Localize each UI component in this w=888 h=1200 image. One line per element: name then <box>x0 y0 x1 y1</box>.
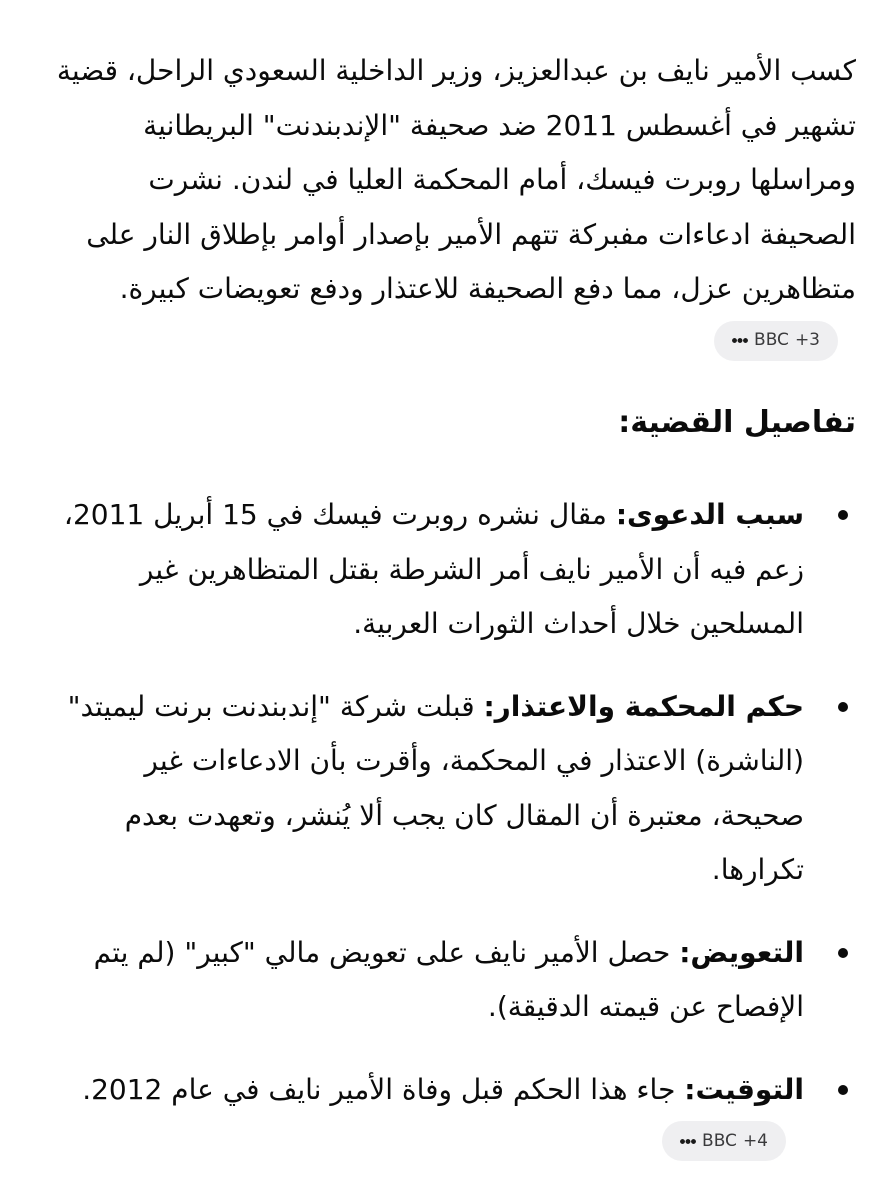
section-heading: تفاصيل القضية: <box>618 405 856 440</box>
details-list <box>48 488 856 1200</box>
source-chip-label: BBC <box>702 1130 737 1151</box>
bullet-icon <box>838 1085 848 1095</box>
item-text: قبلت شركة "إندبندنت برنت ليميتد" (الناشرة) الاعتذار في المحكمة، وأقرت بأن الادعاءات غير صحيحة، معتبرة أن المقال كان يجب ألا يُنشر، وتعهدت بعدم تكرارها. <box>67 689 804 886</box>
source-chip-count: +3 <box>794 330 820 351</box>
bullet-icon <box>838 510 848 520</box>
item-lead: التوقيت: <box>684 1072 804 1106</box>
bullet-icon <box>838 702 848 712</box>
more-dots-icon <box>732 338 748 343</box>
source-chip-bbc-3[interactable] <box>714 321 838 361</box>
intro-text: كسب الأمير نايف بن عبدالعزيز، وزير الداخلية السعودي الراحل، قضية تشهير في أغسطس 2011 ضد صحيفة "الإندبندنت" البريطانية ومراسلها روبرت فيسك، أمام المحكمة العليا في لندن. نشرت الصحيفة ادعاءات مفبركة تتهم الأمير بإصدار أوامر بإطلاق النار على متظاهرين عزل، مما دفع الصحيفة للاعتذار ودفع تعويضات كبيرة. <box>56 54 856 305</box>
list-item <box>48 926 856 1035</box>
item-lead: التعويض: <box>679 935 804 969</box>
item-text: مقال نشره روبرت فيسك في 15 أبريل 2011، زعم فيه أن الأمير نايف أمر الشرطة بقتل المتظاهرين غير المسلحين خلال أحداث الثورات العربية. <box>63 498 804 640</box>
more-dots-icon <box>680 1139 696 1144</box>
item-text: جاء هذا الحكم قبل وفاة الأمير نايف في عام 2012. <box>82 1072 685 1106</box>
item-text: حصل الأمير نايف على تعويض مالي "كبير" (لم يتم الإفصاح عن قيمته الدقيقة). <box>93 935 804 1023</box>
source-chip-count: +4 <box>742 1130 768 1151</box>
list-item <box>48 488 856 652</box>
item-lead: حكم المحكمة والاعتذار: <box>483 689 804 723</box>
item-lead: سبب الدعوى: <box>615 498 804 531</box>
source-chip-label: BBC <box>754 330 789 351</box>
bullet-icon <box>838 948 848 958</box>
list-item <box>48 680 856 898</box>
list-item <box>48 1063 856 1172</box>
intro-paragraph <box>56 44 856 371</box>
source-chip-bbc-4[interactable] <box>662 1121 786 1161</box>
